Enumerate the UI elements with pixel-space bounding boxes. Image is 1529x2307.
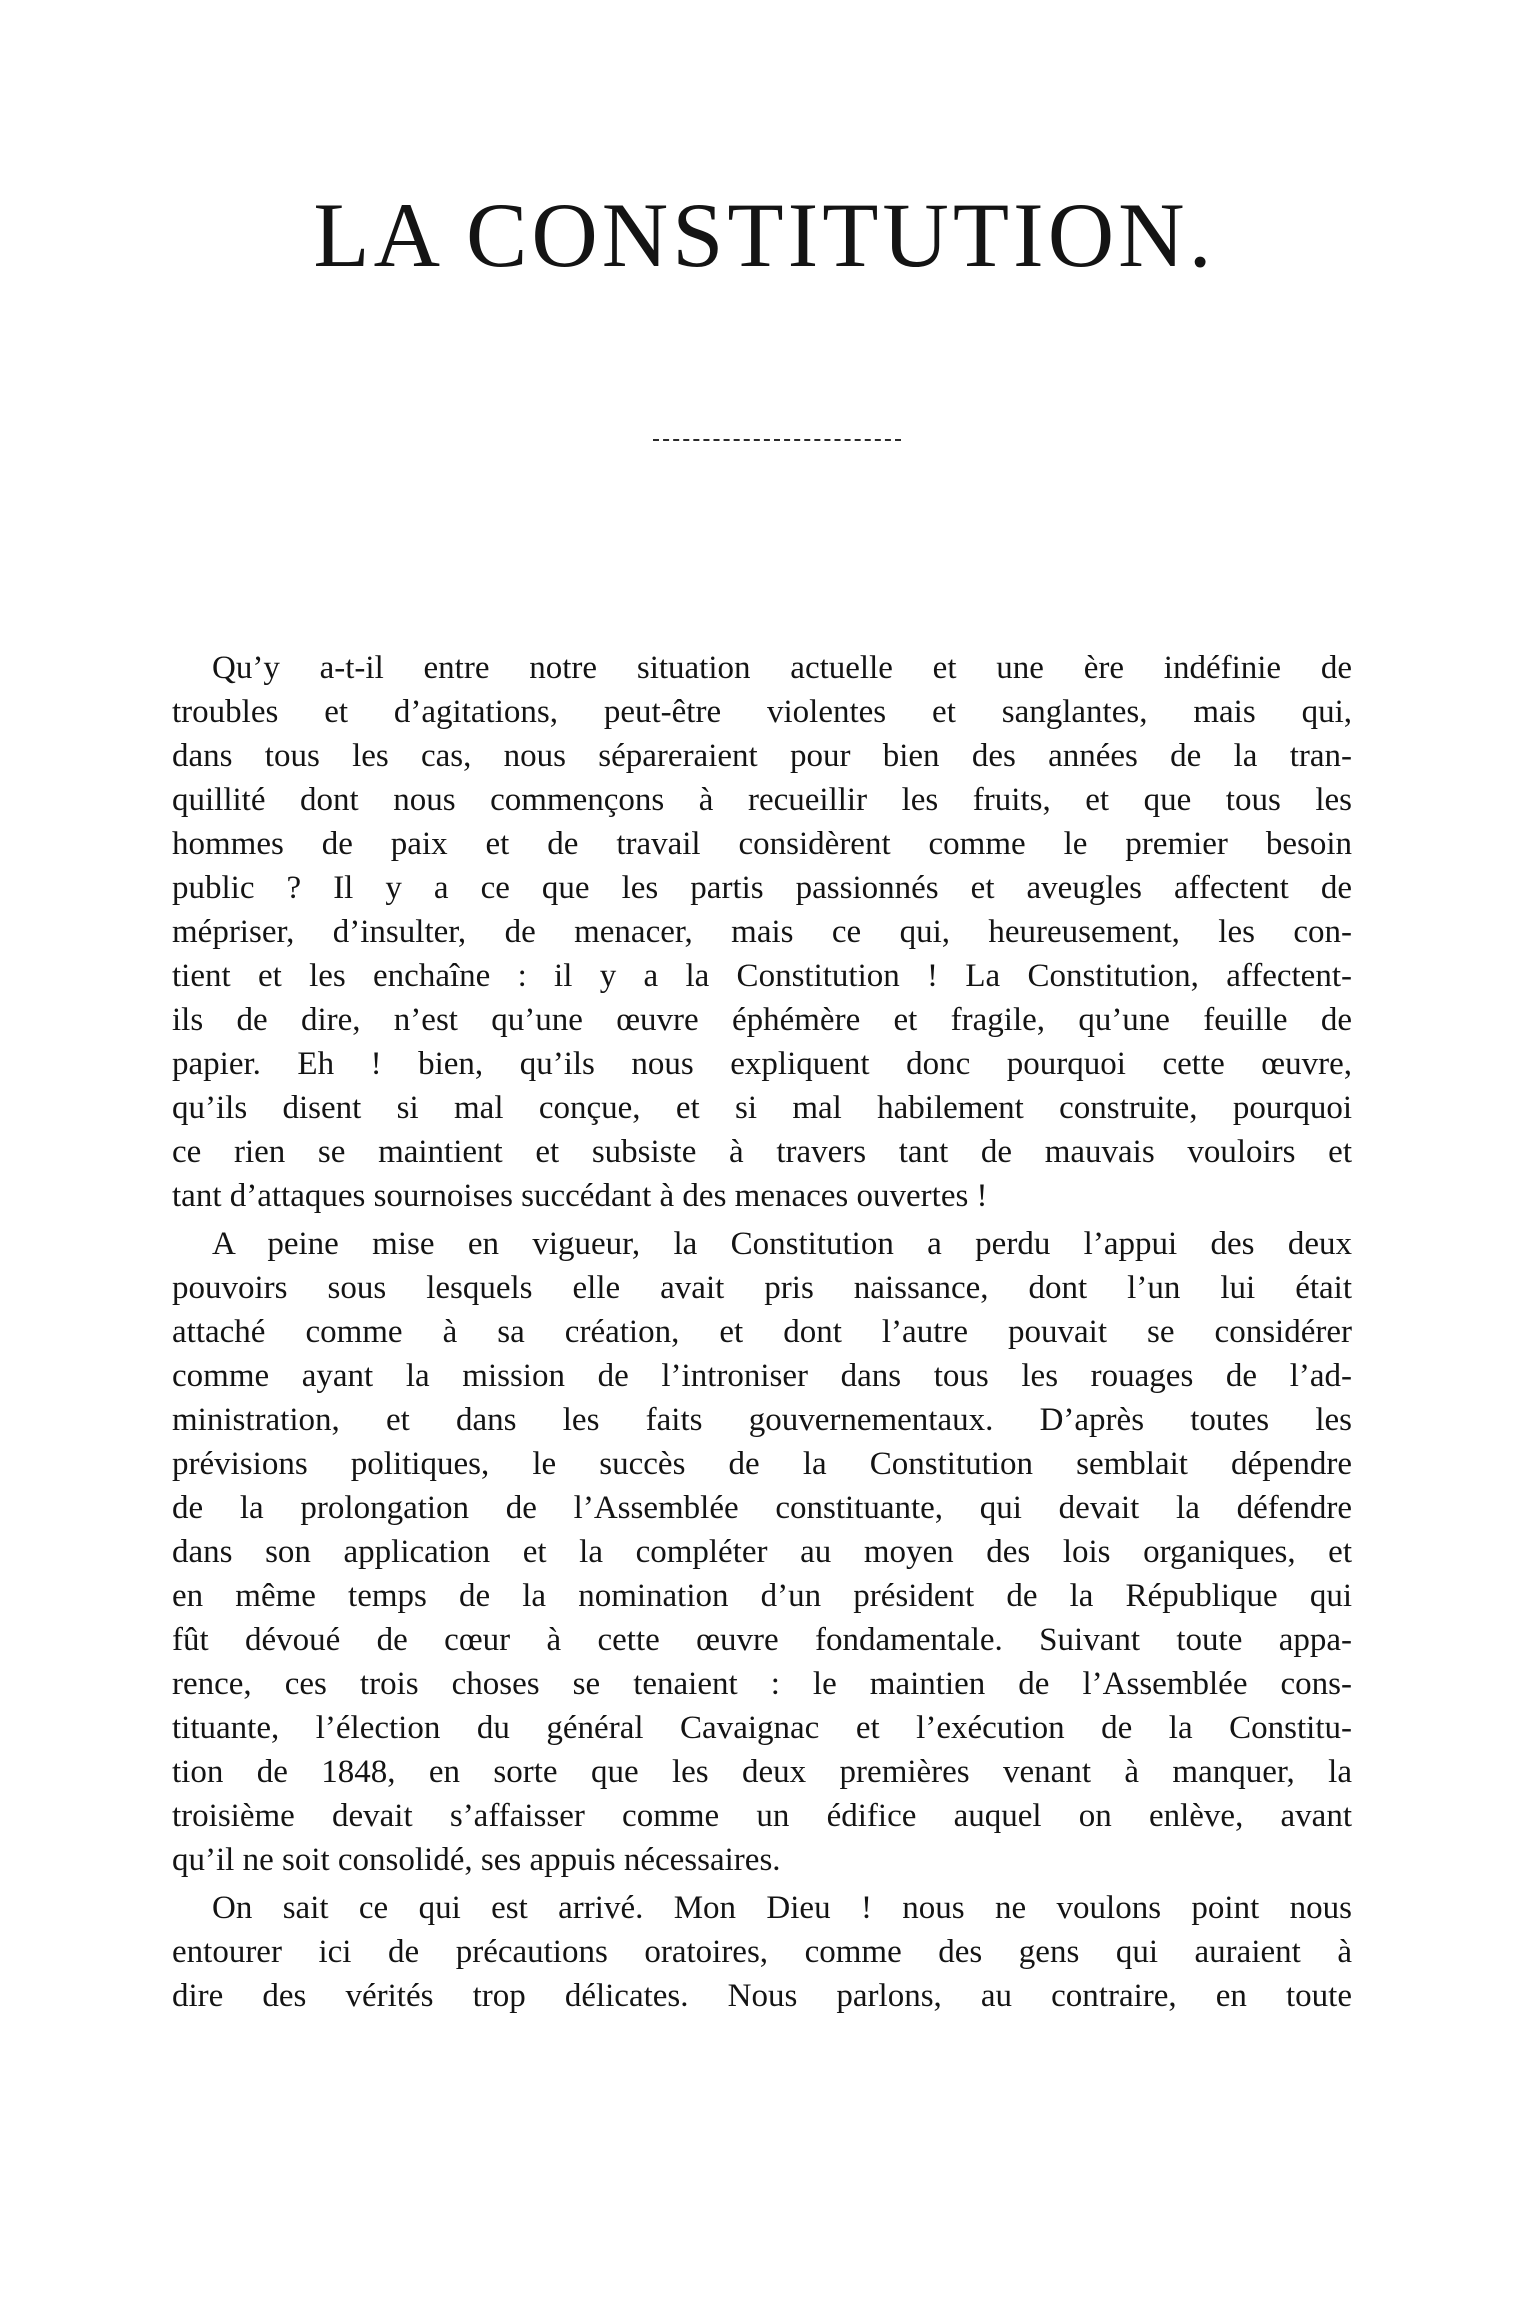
text-line: en même temps de la nomination d’un président de la République qui	[172, 1578, 1352, 1614]
text-line: A peine mise en vigueur, la Constitution a perdu l’appui des deux	[212, 1226, 1352, 1262]
text-line: On sait ce qui est arrivé. Mon Dieu ! nous ne voulons point nous	[212, 1890, 1352, 1926]
text-line: tion de 1848, en sorte que les deux premières venant à manquer, la	[172, 1754, 1352, 1790]
text-line: hommes de paix et de travail considèrent comme le premier besoin	[172, 826, 1352, 862]
text-line: ce rien se maintient et subsiste à travers tant de mauvais vouloirs et	[172, 1134, 1352, 1170]
text-line: papier. Eh ! bien, qu’ils nous expliquent donc pourquoi cette œuvre,	[172, 1046, 1352, 1082]
text-line: entourer ici de précautions oratoires, comme des gens qui auraient à	[172, 1934, 1352, 1970]
text-line: dans son application et la compléter au moyen des lois organiques, et	[172, 1534, 1352, 1570]
chapter-title: LA CONSTITUTION.	[313, 184, 1216, 286]
text-line: quillité dont nous commençons à recueillir les fruits, et que tous les	[172, 782, 1352, 818]
text-line: dire des vérités trop délicates. Nous parlons, au contraire, en toute	[172, 1978, 1352, 2014]
text-line: fût dévoué de cœur à cette œuvre fondamentale. Suivant toute appa-	[172, 1622, 1352, 1658]
body-text	[172, 646, 1352, 2018]
text-line: qu’ils disent si mal conçue, et si mal habilement construite, pourquoi	[172, 1090, 1352, 1126]
text-line: comme ayant la mission de l’introniser dans tous les rouages de l’ad-	[172, 1358, 1352, 1394]
text-line: tituante, l’élection du général Cavaignac et l’exécution de la Constitu-	[172, 1710, 1352, 1746]
text-line: Qu’y a-t-il entre notre situation actuelle et une ère indéfinie de	[212, 650, 1352, 686]
text-line: mépriser, d’insulter, de menacer, mais ce qui, heureusement, les con-	[172, 914, 1352, 950]
text-line: prévisions politiques, le succès de la Constitution semblait dépendre	[172, 1446, 1352, 1482]
text-line: ministration, et dans les faits gouvernementaux. D’après toutes les	[172, 1402, 1352, 1438]
title-separator-rule	[653, 439, 901, 441]
text-line: dans tous les cas, nous sépareraient pour bien des années de la tran-	[172, 738, 1352, 774]
text-line: ils de dire, n’est qu’une œuvre éphémère et fragile, qu’une feuille de	[172, 1002, 1352, 1038]
text-line: de la prolongation de l’Assemblée constituante, qui devait la défendre	[172, 1490, 1352, 1526]
text-line: tient et les enchaîne : il y a la Constitution ! La Constitution, affectent-	[172, 958, 1352, 994]
text-line: troisième devait s’affaisser comme un édifice auquel on enlève, avant	[172, 1798, 1352, 1834]
paragraph	[172, 1886, 1352, 2018]
text-line: troubles et d’agitations, peut-être violentes et sanglantes, mais qui,	[172, 694, 1352, 730]
text-line: attaché comme à sa création, et dont l’autre pouvait se considérer	[172, 1314, 1352, 1350]
text-line: public ? Il y a ce que les partis passionnés et aveugles affectent de	[172, 870, 1352, 906]
text-line: rence, ces trois choses se tenaient : le maintien de l’Assemblée cons-	[172, 1666, 1352, 1702]
paragraph	[172, 646, 1352, 1218]
text-line: qu’il ne soit consolidé, ses appuis nécessaires.	[172, 1842, 781, 1878]
text-line: pouvoirs sous lesquels elle avait pris naissance, dont l’un lui était	[172, 1270, 1352, 1306]
text-line: tant d’attaques sournoises succédant à des menaces ouvertes !	[172, 1178, 988, 1214]
paragraph	[172, 1222, 1352, 1882]
